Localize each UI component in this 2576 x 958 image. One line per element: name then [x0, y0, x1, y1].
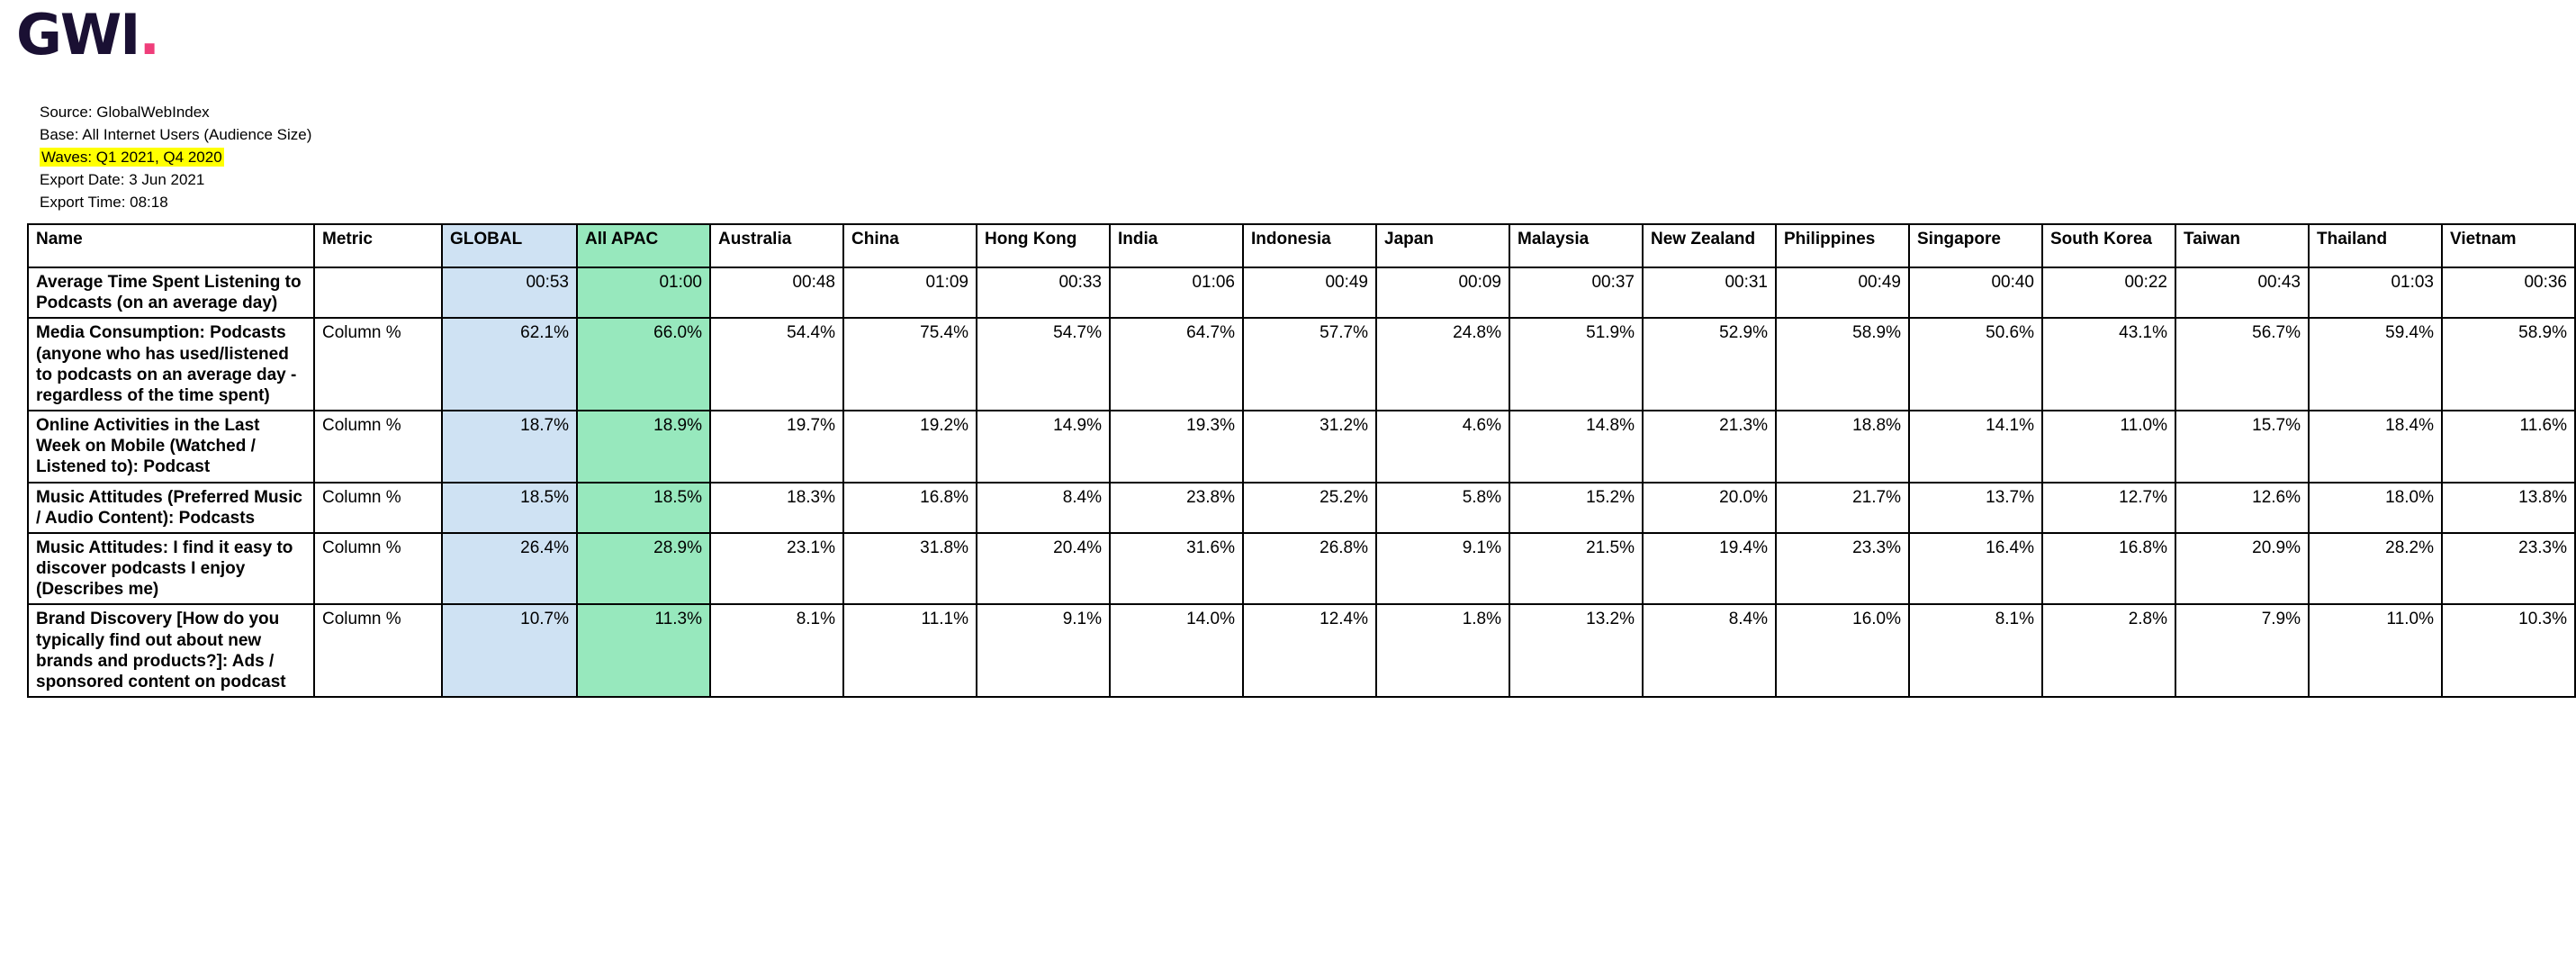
meta-source [40, 101, 311, 123]
row-metric: Column % [314, 483, 442, 533]
column-header-all-apac: All APAC [577, 224, 710, 267]
cell-philippines: 00:49 [1776, 267, 1909, 318]
cell-new-zealand: 19.4% [1643, 533, 1776, 605]
column-header-china: China [843, 224, 977, 267]
cell-all-apac: 11.3% [577, 604, 710, 697]
row-metric: Column % [314, 533, 442, 605]
cell-indonesia: 31.2% [1243, 411, 1376, 483]
cell-south-korea: 00:22 [2042, 267, 2175, 318]
cell-philippines: 23.3% [1776, 533, 1909, 605]
column-header-thailand: Thailand [2309, 224, 2442, 267]
cell-malaysia: 51.9% [1509, 318, 1643, 411]
cell-japan: 4.6% [1376, 411, 1509, 483]
row-label: Music Attitudes: I find it easy to discover podcasts I enjoy (Describes me) [28, 533, 314, 605]
column-header-malaysia: Malaysia [1509, 224, 1643, 267]
column-header-taiwan: Taiwan [2175, 224, 2309, 267]
table-body [28, 267, 2575, 697]
cell-thailand: 18.0% [2309, 483, 2442, 533]
cell-japan: 24.8% [1376, 318, 1509, 411]
cell-global: 62.1% [442, 318, 577, 411]
cell-global: 18.5% [442, 483, 577, 533]
cell-india: 64.7% [1110, 318, 1243, 411]
meta-source-text: Source: GlobalWebIndex [40, 104, 210, 121]
meta-export-date [40, 168, 311, 191]
cell-hong-kong: 00:33 [977, 267, 1110, 318]
cell-hong-kong: 8.4% [977, 483, 1110, 533]
cell-all-apac: 28.9% [577, 533, 710, 605]
cell-singapore: 8.1% [1909, 604, 2042, 697]
table-header [28, 224, 2575, 267]
cell-philippines: 21.7% [1776, 483, 1909, 533]
cell-taiwan: 20.9% [2175, 533, 2309, 605]
cell-india: 19.3% [1110, 411, 1243, 483]
column-header-new-zealand: New Zealand [1643, 224, 1776, 267]
column-header-hong-kong: Hong Kong [977, 224, 1110, 267]
cell-south-korea: 43.1% [2042, 318, 2175, 411]
meta-export-time [40, 191, 311, 213]
cell-philippines: 16.0% [1776, 604, 1909, 697]
column-header-australia: Australia [710, 224, 843, 267]
cell-australia: 00:48 [710, 267, 843, 318]
cell-china: 75.4% [843, 318, 977, 411]
cell-global: 00:53 [442, 267, 577, 318]
cell-taiwan: 00:43 [2175, 267, 2309, 318]
cell-singapore: 14.1% [1909, 411, 2042, 483]
row-label: Average Time Spent Listening to Podcasts (on an average day) [28, 267, 314, 318]
report-metadata [40, 101, 311, 213]
cell-indonesia: 57.7% [1243, 318, 1376, 411]
cell-south-korea: 16.8% [2042, 533, 2175, 605]
cell-malaysia: 13.2% [1509, 604, 1643, 697]
cell-india: 14.0% [1110, 604, 1243, 697]
cell-indonesia: 00:49 [1243, 267, 1376, 318]
cell-hong-kong: 20.4% [977, 533, 1110, 605]
cell-singapore: 00:40 [1909, 267, 2042, 318]
cell-south-korea: 12.7% [2042, 483, 2175, 533]
cell-indonesia: 12.4% [1243, 604, 1376, 697]
column-header-indonesia: Indonesia [1243, 224, 1376, 267]
table-row [28, 267, 2575, 318]
column-header-singapore: Singapore [1909, 224, 2042, 267]
cell-vietnam: 10.3% [2442, 604, 2575, 697]
cell-india: 23.8% [1110, 483, 1243, 533]
meta-waves-text: Waves: Q1 2021, Q4 2020 [41, 149, 222, 166]
cell-malaysia: 00:37 [1509, 267, 1643, 318]
cell-new-zealand: 8.4% [1643, 604, 1776, 697]
cell-thailand: 28.2% [2309, 533, 2442, 605]
cell-new-zealand: 21.3% [1643, 411, 1776, 483]
cell-china: 19.2% [843, 411, 977, 483]
header-row [28, 224, 2575, 267]
podcast-metrics-table [27, 223, 2576, 698]
table-row [28, 483, 2575, 533]
cell-new-zealand: 52.9% [1643, 318, 1776, 411]
cell-japan: 00:09 [1376, 267, 1509, 318]
cell-australia: 8.1% [710, 604, 843, 697]
cell-vietnam: 23.3% [2442, 533, 2575, 605]
cell-new-zealand: 20.0% [1643, 483, 1776, 533]
cell-vietnam: 11.6% [2442, 411, 2575, 483]
cell-china: 16.8% [843, 483, 977, 533]
cell-malaysia: 15.2% [1509, 483, 1643, 533]
cell-philippines: 58.9% [1776, 318, 1909, 411]
cell-all-apac: 66.0% [577, 318, 710, 411]
column-header-name: Name [28, 224, 314, 267]
cell-taiwan: 12.6% [2175, 483, 2309, 533]
cell-china: 31.8% [843, 533, 977, 605]
cell-south-korea: 2.8% [2042, 604, 2175, 697]
column-header-south-korea: South Korea [2042, 224, 2175, 267]
row-label: Online Activities in the Last Week on Mobile (Watched / Listened to): Podcast [28, 411, 314, 483]
cell-thailand: 18.4% [2309, 411, 2442, 483]
meta-waves [40, 146, 311, 168]
cell-taiwan: 7.9% [2175, 604, 2309, 697]
row-metric: Column % [314, 411, 442, 483]
cell-all-apac: 18.5% [577, 483, 710, 533]
column-header-global: GLOBAL [442, 224, 577, 267]
column-header-japan: Japan [1376, 224, 1509, 267]
row-label: Brand Discovery [How do you typically find out about new brands and products?]: Ads / sponsored content on podcast [28, 604, 314, 697]
cell-vietnam: 00:36 [2442, 267, 2575, 318]
logo-dot: . [139, 2, 158, 68]
row-metric: Column % [314, 318, 442, 411]
cell-hong-kong: 14.9% [977, 411, 1110, 483]
cell-australia: 54.4% [710, 318, 843, 411]
cell-japan: 1.8% [1376, 604, 1509, 697]
cell-taiwan: 56.7% [2175, 318, 2309, 411]
cell-all-apac: 18.9% [577, 411, 710, 483]
cell-australia: 19.7% [710, 411, 843, 483]
row-label: Media Consumption: Podcasts (anyone who has used/listened to podcasts on an average day - regardless of the time spent) [28, 318, 314, 411]
cell-malaysia: 14.8% [1509, 411, 1643, 483]
table-row [28, 604, 2575, 697]
cell-south-korea: 11.0% [2042, 411, 2175, 483]
gwi-logo [16, 2, 158, 68]
table-row [28, 411, 2575, 483]
meta-export-time-text: Export Time: 08:18 [40, 194, 168, 211]
cell-china: 01:09 [843, 267, 977, 318]
cell-thailand: 59.4% [2309, 318, 2442, 411]
cell-china: 11.1% [843, 604, 977, 697]
cell-singapore: 50.6% [1909, 318, 2042, 411]
cell-india: 01:06 [1110, 267, 1243, 318]
cell-malaysia: 21.5% [1509, 533, 1643, 605]
meta-base-text: Base: All Internet Users (Audience Size) [40, 126, 312, 143]
column-header-philippines: Philippines [1776, 224, 1909, 267]
row-metric: Column % [314, 604, 442, 697]
cell-singapore: 13.7% [1909, 483, 2042, 533]
cell-japan: 5.8% [1376, 483, 1509, 533]
row-label: Music Attitudes (Preferred Music / Audio Content): Podcasts [28, 483, 314, 533]
data-table-container [27, 223, 2567, 698]
cell-singapore: 16.4% [1909, 533, 2042, 605]
cell-new-zealand: 00:31 [1643, 267, 1776, 318]
cell-global: 10.7% [442, 604, 577, 697]
column-header-metric: Metric [314, 224, 442, 267]
cell-global: 18.7% [442, 411, 577, 483]
cell-vietnam: 13.8% [2442, 483, 2575, 533]
meta-export-date-text: Export Date: 3 Jun 2021 [40, 171, 205, 188]
column-header-india: India [1110, 224, 1243, 267]
column-header-vietnam: Vietnam [2442, 224, 2575, 267]
cell-hong-kong: 9.1% [977, 604, 1110, 697]
cell-indonesia: 26.8% [1243, 533, 1376, 605]
cell-india: 31.6% [1110, 533, 1243, 605]
cell-japan: 9.1% [1376, 533, 1509, 605]
table-row [28, 533, 2575, 605]
cell-australia: 23.1% [710, 533, 843, 605]
meta-base [40, 123, 311, 146]
cell-hong-kong: 54.7% [977, 318, 1110, 411]
cell-indonesia: 25.2% [1243, 483, 1376, 533]
cell-global: 26.4% [442, 533, 577, 605]
row-metric [314, 267, 442, 318]
logo-text: GWI [16, 2, 140, 68]
cell-thailand: 01:03 [2309, 267, 2442, 318]
cell-all-apac: 01:00 [577, 267, 710, 318]
cell-philippines: 18.8% [1776, 411, 1909, 483]
table-row [28, 318, 2575, 411]
cell-taiwan: 15.7% [2175, 411, 2309, 483]
cell-thailand: 11.0% [2309, 604, 2442, 697]
cell-vietnam: 58.9% [2442, 318, 2575, 411]
cell-australia: 18.3% [710, 483, 843, 533]
